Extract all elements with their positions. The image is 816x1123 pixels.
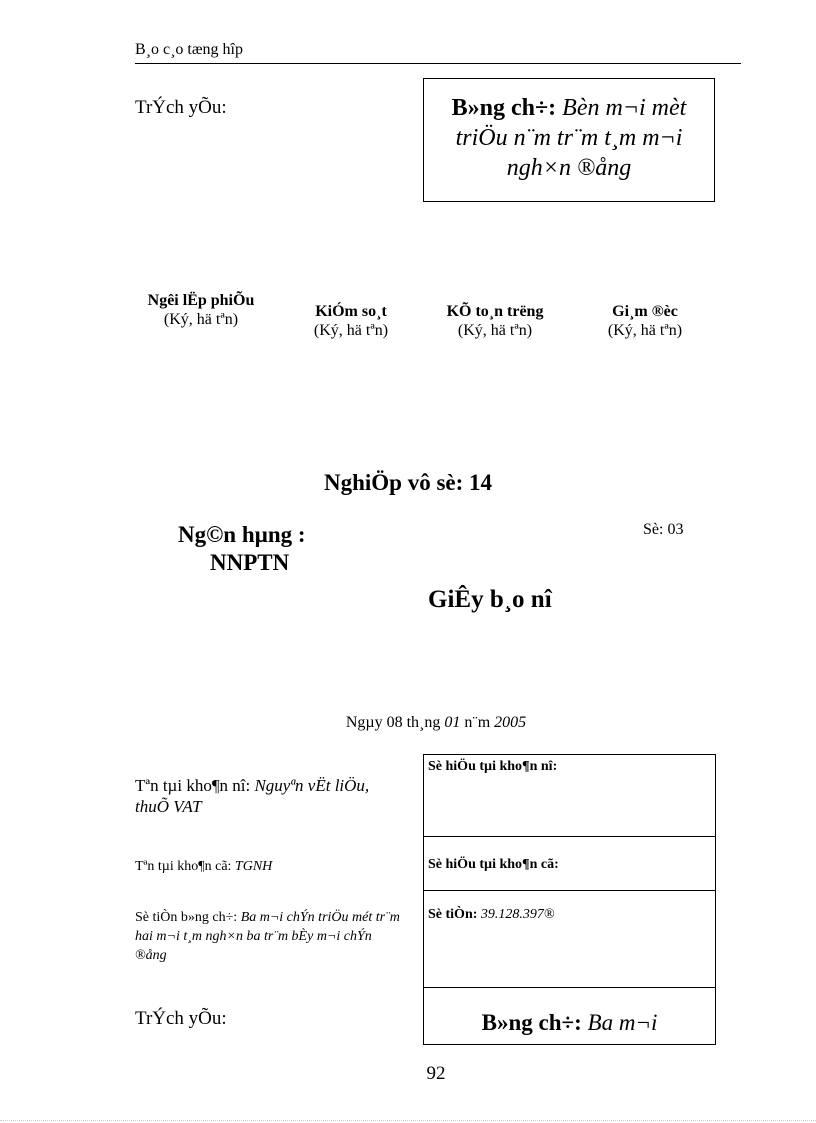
bank-name-line2: NNPTN bbox=[210, 550, 290, 575]
amount-in-words-label: Sè tiÒn b»ng ch÷: bbox=[135, 910, 241, 925]
signature-title: Gi¸m ®èc bbox=[612, 303, 678, 320]
amount-cell bbox=[423, 890, 716, 988]
header-rule bbox=[135, 63, 741, 64]
amount-in-words-cell-value: Ba m¬i bbox=[587, 1010, 658, 1035]
credit-account-name-label: Tªn tµi kho¶n cã: bbox=[135, 859, 235, 874]
signature-director bbox=[590, 302, 700, 340]
debit-account-code-cell bbox=[423, 754, 716, 837]
document-number: Sè: 03 bbox=[643, 521, 684, 538]
signature-title: KiÓm so¸t bbox=[315, 303, 387, 320]
signature-sub: (Ký, hä tªn) bbox=[313, 322, 389, 339]
credit-account-code-cell bbox=[423, 836, 716, 891]
amount-label: Sè tiÒn: bbox=[428, 907, 481, 922]
document-date bbox=[0, 714, 816, 732]
bank-name-line1: Ng©n hµng : bbox=[178, 522, 306, 547]
amount-in-words-cell-label: B»ng ch÷: bbox=[481, 1010, 582, 1035]
debit-account-name bbox=[135, 775, 395, 817]
debit-account-name-value: Nguyªn vËt liÖu, thuÕ VAT bbox=[135, 776, 370, 816]
debit-note-title: GiÊy b¸o nî bbox=[428, 586, 552, 613]
signature-sub: (Ký, hä tªn) bbox=[607, 322, 683, 339]
signature-preparer bbox=[146, 291, 256, 329]
page-bottom-rule bbox=[0, 1120, 816, 1121]
amount-value: 39.128.397® bbox=[480, 907, 555, 922]
page-number: 92 bbox=[426, 1063, 446, 1084]
trich-yeu-label: TrÝch yÕu: bbox=[135, 97, 227, 118]
credit-account-name-value: TGNH bbox=[234, 859, 273, 874]
signature-title: KÕ to¸n trëng bbox=[446, 303, 544, 320]
transaction-number-heading: NghiÖp vô sè: 14 bbox=[323, 470, 493, 495]
amount-in-words-box bbox=[423, 78, 715, 202]
amount-in-words-label: B»ng ch÷: bbox=[451, 95, 557, 121]
amount-in-words bbox=[135, 908, 405, 965]
page-header-title: B¸o c¸o tæng hîp bbox=[135, 41, 243, 58]
bank-name bbox=[178, 521, 306, 577]
signature-controller bbox=[296, 302, 406, 340]
signature-title: Ngêi lËp phiÕu bbox=[147, 292, 255, 309]
signature-sub: (Ký, hä tªn) bbox=[163, 311, 239, 328]
amount-in-words-value: Ba m¬i chÝn triÖu mét tr¨m hai m¬i t¸m ngh×n ba tr¨m bÈy m¬i chÝn ®ång bbox=[135, 910, 400, 963]
trich-yeu-label-2: TrÝch yÕu: bbox=[135, 1008, 227, 1029]
debit-account-name-label: Tªn tµi kho¶n nî: bbox=[135, 776, 255, 795]
credit-account-code-label: Sè hiÖu tµi kho¶n cã: bbox=[428, 857, 559, 872]
date-year: 2005 bbox=[494, 714, 527, 731]
date-month: 01 bbox=[444, 714, 461, 731]
amount-in-words-value: Bèn m¬i mèt triÖu n¨m tr¨m t¸m m¬i ngh×n ®ång bbox=[455, 95, 687, 181]
signature-sub: (Ký, hä tªn) bbox=[457, 322, 533, 339]
date-prefix: Ngµy 08 th¸ng bbox=[345, 714, 445, 731]
credit-account-name bbox=[135, 856, 395, 877]
debit-account-code-label: Sè hiÖu tµi kho¶n nî: bbox=[428, 759, 558, 774]
signature-chief-accountant bbox=[430, 302, 560, 340]
date-mid: n¨m bbox=[460, 714, 495, 731]
amount-in-words-cell bbox=[423, 987, 716, 1045]
